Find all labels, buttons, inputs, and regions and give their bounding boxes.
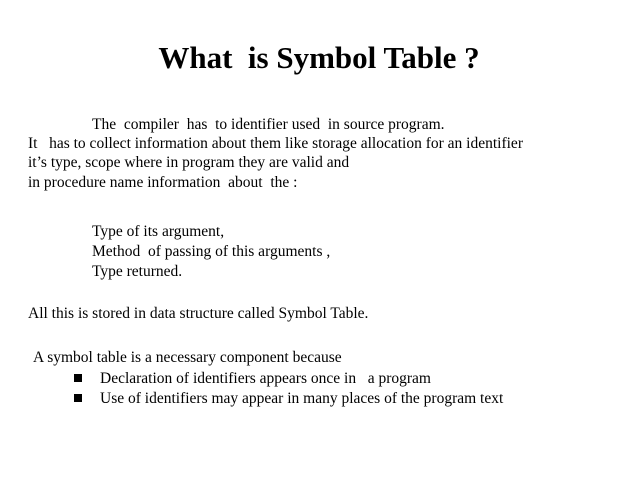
square-bullet-icon [74,394,82,402]
info-item-argument-type: Type of its argument, [92,223,225,240]
slide-title: What is Symbol Table ? [158,40,480,75]
bullet-text: Declaration of identifiers appears once in a program [100,370,431,387]
intro-line-3: it’s type, scope where in program they are valid and [28,154,350,171]
square-bullet-icon [74,374,82,382]
bullet-text: Use of identifiers may appear in many places of the program text [100,390,504,407]
intro-line-2: It has to collect information about them like storage allocation for an identifier [28,135,523,152]
info-item-return-type: Type returned. [92,263,183,280]
component-intro: A symbol table is a necessary component because [33,349,342,366]
bullet-item-usage [74,389,504,465]
stored-statement: All this is stored in data structure called Symbol Table. [28,305,369,322]
intro-line-1: The compiler has to identifier used in source program. [92,116,445,133]
intro-line-4: in procedure name information about the : [28,174,298,191]
info-item-passing-method: Method of passing of this arguments , [92,243,331,260]
